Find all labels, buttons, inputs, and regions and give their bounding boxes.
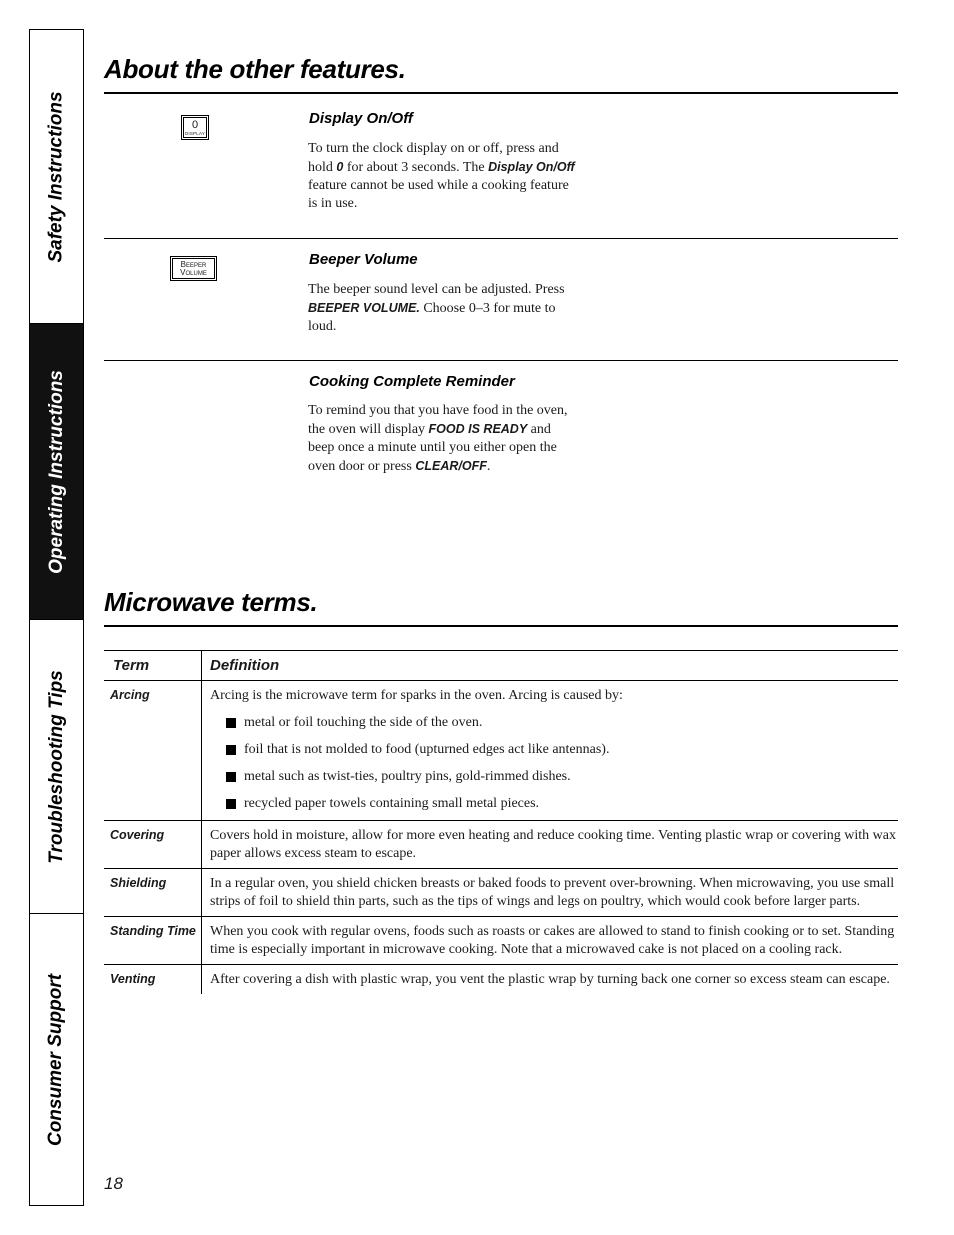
tab-consumer-support[interactable] [30,913,83,1206]
feature-text-beeper-volume [308,281,580,336]
definition-cell: In a regular oven, you shield chicken breasts or baked foods to prevent over-browning. When microwaving, you use small strips of foil to shield thin parts, such as the tips of wings and legs on poultry, which would cook before larger parts. [210,876,895,909]
text-run: feature cannot be used while a cooking feature is in use. [308,178,569,211]
section-title-terms: Microwave terms. [104,587,318,617]
term-cell: Venting [104,965,202,995]
section-rule [104,625,898,627]
feature-text-cooking-reminder [308,402,580,476]
definition-cell: Covers hold in moisture, allow for more even heating and reduce cooking time. Venting plastic wrap or covering with wax paper allows excess steam to escape. [210,828,896,861]
text-run: Choose 0–3 for mute to loud. [308,301,556,334]
key-reference: FOOD IS READY [428,422,528,436]
display-key-sublabel: DISPLAY [184,131,206,136]
text-run: To remind you that you have food in the oven, the oven will display [308,403,568,437]
display-key-icon [181,115,209,140]
bullet-item: recycled paper towels containing small metal pieces. [226,795,898,813]
column-header-definition: Definition [210,657,280,674]
side-tab-strip [29,29,84,1206]
definition-cell: When you cook with regular ovens, foods such as roasts or cakes are allowed to stand to finish cooking or to set. Standing time is especially important in microwave cooking. Note that a microwaved cake is not placed on a cooling rack. [210,924,895,957]
definition-cell [202,681,899,821]
feature-text-display-onoff [308,140,580,213]
key-reference: Display On/Off [488,160,575,174]
table-row [104,965,898,995]
beeper-key-line2: Volume [180,268,207,277]
bullet-item: foil that is not molded to food (upturned edges act like antennas). [226,741,898,759]
term-cell: Arcing [104,681,202,821]
feature-title-beeper-volume: Beeper Volume [309,251,418,268]
term-cell: Shielding [104,869,202,917]
text-run: and beep once a minute until you either open the oven door or press [308,422,557,474]
table-header-row [104,651,898,681]
table-row [104,869,898,917]
tab-label: Operating Instructions [45,369,67,574]
text-run: The beeper sound level can be adjusted. Press [308,282,565,297]
feature-title-cooking-reminder: Cooking Complete Reminder [309,373,515,390]
text-run: for about 3 seconds. The [343,160,489,175]
tab-safety-instructions[interactable] [30,30,83,323]
term-cell: Covering [104,821,202,869]
table-row [104,821,898,869]
tab-label: Troubleshooting Tips [45,669,67,864]
tab-label: Consumer Support [45,973,67,1147]
bullet-item: metal or foil touching the side of the oven. [226,714,898,732]
definition-cell: After covering a dish with plastic wrap, you vent the plastic wrap by turning back one corner so excess steam can escape. [210,972,890,987]
feature-title-display-onoff: Display On/Off [309,110,413,127]
definition-text: Arcing is the microwave term for sparks in the oven. Arcing is caused by: [210,688,623,703]
bullet-list [210,714,898,813]
beeper-volume-key-icon [170,256,217,281]
bullet-item: metal such as twist-ties, poultry pins, gold-rimmed dishes. [226,768,898,786]
text-run: To turn the clock display on or off, press and hold [308,141,559,175]
terms-table [104,650,898,994]
display-key-label: 0 [191,119,199,131]
beeper-key-line1: Beeper [180,260,207,269]
key-reference: BEEPER VOLUME. [308,301,420,315]
tab-operating-instructions[interactable] [30,323,83,619]
tab-troubleshooting-tips[interactable] [30,619,83,913]
text-run: . [486,459,491,474]
key-reference: CLEAR/OFF [415,459,487,473]
tab-label: Safety Instructions [45,90,67,263]
table-row [104,917,898,965]
section-rule [104,92,898,94]
column-header-term: Term [104,651,202,681]
key-reference: 0 [336,160,344,174]
page-number: 18 [104,1174,123,1193]
feature-divider [104,238,898,239]
table-row [104,681,898,821]
section-title-features: About the other features. [104,54,406,84]
feature-divider [104,360,898,361]
term-cell: Standing Time [104,917,202,965]
